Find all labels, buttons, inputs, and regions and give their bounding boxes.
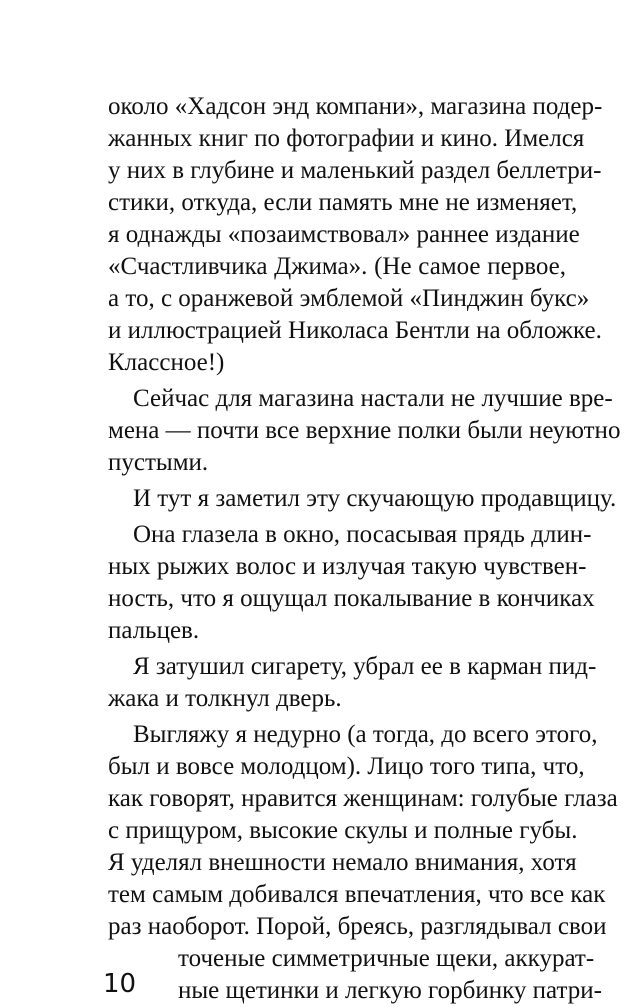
text-line: ных рыжих волос и излучая такую чувствен- [108,553,587,580]
text-line: около «Хадсон энд компани», магазина подер- [108,93,603,120]
text-line: у них в глубине и маленький раздел беллетри- [108,157,602,184]
text-line: Выгляжу я недурно (а тогда, до всего этого, [133,721,598,748]
text-line: тем самым добивался впечатления, что все как [108,881,606,908]
text-line: жака и толкнул дверь. [108,685,342,712]
text-line: с прищуром, высокие скулы и полные губы. [108,817,578,844]
text-line: раз наоборот. Порой, бреясь, разглядывал свои [108,913,607,940]
page-number: 10 [103,969,137,999]
text-line: а то, с оранжевой эмблемой «Пинджин букс» [108,285,590,312]
text-line: пустыми. [108,449,209,476]
text-line: ность, что я ощущал покалывание в кончиках [108,585,595,612]
text-line: был и вовсе молодцом). Лицо того типа, что, [108,753,585,780]
text-line: ные щетинки и легкую горбинку патри- [178,977,602,1004]
text-line: Сейчас для магазина настали не лучшие вре- [133,385,613,412]
text-line: Я уделял внешности немало внимания, хотя [108,849,577,876]
text-line: и иллюстрацией Николаса Бентли на обложке. [108,317,602,344]
text-line: точеные симметричные щеки, аккурат- [178,945,595,972]
text-line: я однажды «позаимствовал» раннее издание [108,221,580,248]
text-line: «Счастливчика Джима». (Не самое первое, [108,253,566,280]
text-line: И тут я заметил эту скучающую продавщицу. [133,485,617,512]
text-line: мена — почти все верхние полки были неуютно [108,417,621,444]
text-line: Она глазела в окно, посасывая прядь длин- [133,521,592,548]
text-line: пальцев. [108,617,200,644]
text-line: Я затушил сигарету, убрал ее в карман пид- [133,653,597,680]
text-line: стики, откуда, если память мне не изменяет, [108,189,578,216]
text-line: Классное!) [108,349,225,376]
text-line: жанных книг по фотографии и кино. Имелся [108,125,585,152]
text-line: как говорят, нравится женщинам: голубые глаза [108,785,618,812]
